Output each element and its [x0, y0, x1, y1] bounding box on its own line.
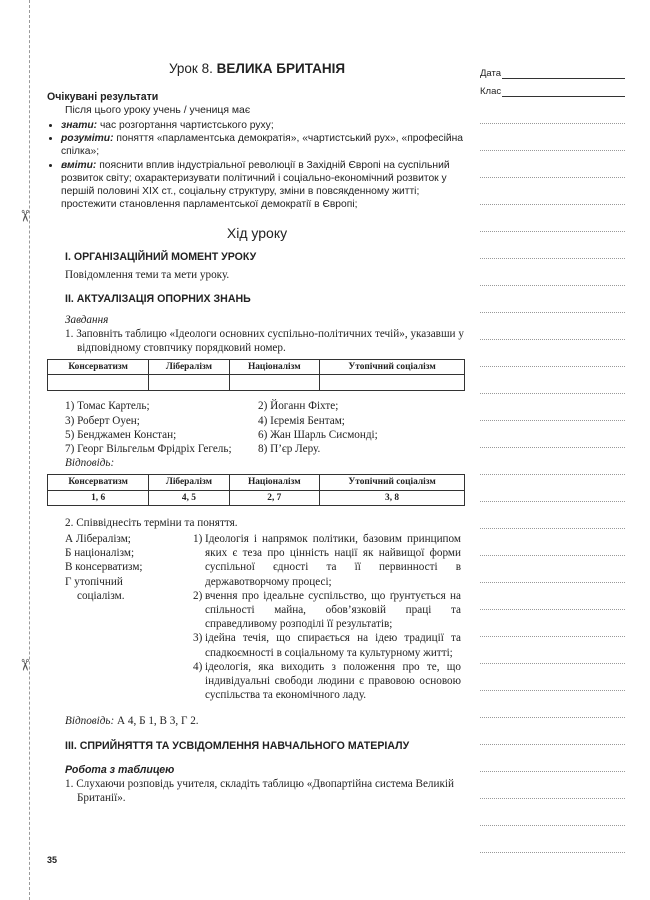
note-line — [480, 826, 625, 853]
list-item: соціалізм. — [77, 589, 125, 602]
matching-block — [47, 532, 467, 702]
lesson-title-text: ВЕЛИКА БРИТАНІЯ — [216, 61, 346, 76]
scissors-icon: ✂ — [15, 209, 33, 223]
note-line — [480, 97, 625, 124]
note-line — [480, 259, 625, 286]
note-line — [480, 205, 625, 232]
goal-item: • розуміти: поняття «парламентська демократія», «чартистський рух», «професійна спілка»; — [61, 132, 467, 159]
table-cell — [229, 375, 320, 391]
table-header: Націоналізм — [229, 475, 320, 490]
table-cell: 3, 8 — [320, 490, 465, 505]
names-list — [47, 399, 467, 456]
note-line — [480, 529, 625, 556]
note-line — [480, 232, 625, 259]
lesson-title: Урок 8. ВЕЛИКА БРИТАНІЯ — [168, 61, 346, 76]
list-item: 2) Йоганн Фіхте; — [258, 400, 339, 413]
list-item: 7) Георг Вільгельм Фрідріх Гегель; — [65, 442, 232, 455]
note-line — [480, 286, 625, 313]
list-item: 4) Ієремія Бентам; — [258, 414, 345, 427]
page-number: 35 — [47, 855, 58, 865]
definition-item: 3) ідейна течія, що спирається на ідею традиції та спадкоємності в соціальному та культурному житті; — [193, 632, 461, 659]
definition-item: 1) Ідеологія і напрямок політики, базовим принципом яких є теза про цінність нації як найвищої форми суспільної єдності та її первинності в державотворчому процесі; — [193, 532, 461, 588]
list-item: 8) П’єр Леру. — [258, 442, 321, 455]
note-line — [480, 340, 625, 367]
list-item: В консерватизм; — [65, 561, 143, 574]
expected-intro: Після цього уроку учень / учениця має — [65, 105, 251, 117]
note-line — [480, 772, 625, 799]
empty-table — [47, 359, 465, 391]
table-cell — [48, 375, 149, 391]
notes-sidebar — [480, 61, 625, 853]
note-line — [480, 583, 625, 610]
answer-table — [47, 474, 465, 505]
note-line — [480, 367, 625, 394]
note-line — [480, 556, 625, 583]
date-field[interactable]: Дата — [480, 61, 625, 79]
main-content — [47, 62, 467, 805]
note-line — [480, 475, 625, 502]
section-text: Повідомлення теми та мети уроку. — [65, 269, 230, 282]
definition-item: 4) ідеологія, яка виходить з положення про те, що індивідуальні свободи людини є правовою основою суспільства та економічного ладу. — [193, 660, 461, 702]
table-header: Консерватизм — [48, 360, 149, 375]
section-heading: I. ОРГАНІЗАЦІЙНИЙ МОМЕНТ УРОКУ — [65, 250, 257, 263]
subheading: Завдання — [65, 313, 109, 326]
note-line — [480, 448, 625, 475]
task-text: 1. Слухаючи розповідь учителя, складіть таблицю «Двопартійна система Великій Британії». — [65, 777, 455, 805]
table-header: Лібералізм — [149, 475, 229, 490]
answer-label: Відповідь: — [65, 457, 115, 470]
definition-item: 2) вчення про ідеальне суспільство, що ґрунтується на спільності майна, обов’язковій праці та справедливому розподілі її результатів; — [193, 589, 461, 631]
table-cell: 4, 5 — [149, 490, 229, 505]
cut-line — [29, 0, 30, 900]
note-line — [480, 691, 625, 718]
table-header: Лібералізм — [149, 360, 229, 375]
note-line — [480, 664, 625, 691]
task-text: 2. Співвіднесіть терміни та поняття. — [65, 516, 238, 529]
task-text: 1. Заповніть таблицю «Ідеологи основних суспільно-політичних течій», указавши у відповідному стовпчику порядковий номер. — [65, 327, 464, 354]
scissors-icon: ✂ — [15, 658, 33, 672]
goal-item: • вміти: пояснити вплив індустріальної революції в Західній Європі на суспільний розвиток світу; охарактеризувати політичний і соціально-економічний розвиток у першій половині XIX ст., соціальну структуру, зміни в повсякденному житті; простежити становлення парламентської демократії в Європі; — [61, 159, 467, 212]
note-line — [480, 718, 625, 745]
list-item: Г утопічний — [65, 575, 123, 588]
course-heading: Хід уроку — [226, 224, 288, 241]
subheading: Робота з таблицею — [65, 763, 175, 776]
definitions-list — [193, 532, 461, 702]
note-line — [480, 178, 625, 205]
note-line — [480, 124, 625, 151]
section-heading: II. АКТУАЛІЗАЦІЯ ОПОРНИХ ЗНАНЬ — [65, 293, 251, 306]
list-item: 3) Роберт Оуен; — [65, 414, 140, 427]
table-cell — [149, 375, 229, 391]
table-header: Утопічний соціалізм — [320, 475, 465, 490]
note-line — [480, 610, 625, 637]
note-line — [480, 745, 625, 772]
section-heading: III. СПРИЙНЯТТЯ ТА УСВІДОМЛЕННЯ НАВЧАЛЬНОГО МАТЕРІАЛУ — [65, 739, 410, 752]
terms-list — [65, 532, 193, 702]
list-item: 5) Бенджамен Констан; — [65, 428, 177, 441]
note-lines — [480, 97, 625, 853]
list-item: А Лібералізм; — [65, 532, 131, 545]
note-line — [480, 637, 625, 664]
answer-line: Відповідь: А 4, Б 1, В 3, Г 2. — [65, 715, 199, 728]
note-line — [480, 313, 625, 340]
table-cell — [320, 375, 465, 391]
table-header: Консерватизм — [48, 475, 149, 490]
table-header: Утопічний соціалізм — [320, 360, 465, 375]
expected-heading: Очікувані результати — [47, 91, 159, 104]
table-cell: 2, 7 — [229, 490, 320, 505]
list-item: Б націоналізм; — [65, 547, 135, 560]
table-cell: 1, 6 — [48, 490, 149, 505]
class-field[interactable]: Клас — [480, 79, 625, 97]
table-header: Націоналізм — [229, 360, 320, 375]
list-item: 1) Томас Картель; — [65, 400, 150, 413]
goals-list — [47, 119, 467, 212]
note-line — [480, 394, 625, 421]
note-line — [480, 421, 625, 448]
note-line — [480, 502, 625, 529]
list-item: 6) Жан Шарль Сисмонді; — [258, 428, 378, 441]
note-line — [480, 151, 625, 178]
note-line — [480, 799, 625, 826]
goal-item: • знати: час розгортання чартистського руху; — [61, 119, 467, 132]
